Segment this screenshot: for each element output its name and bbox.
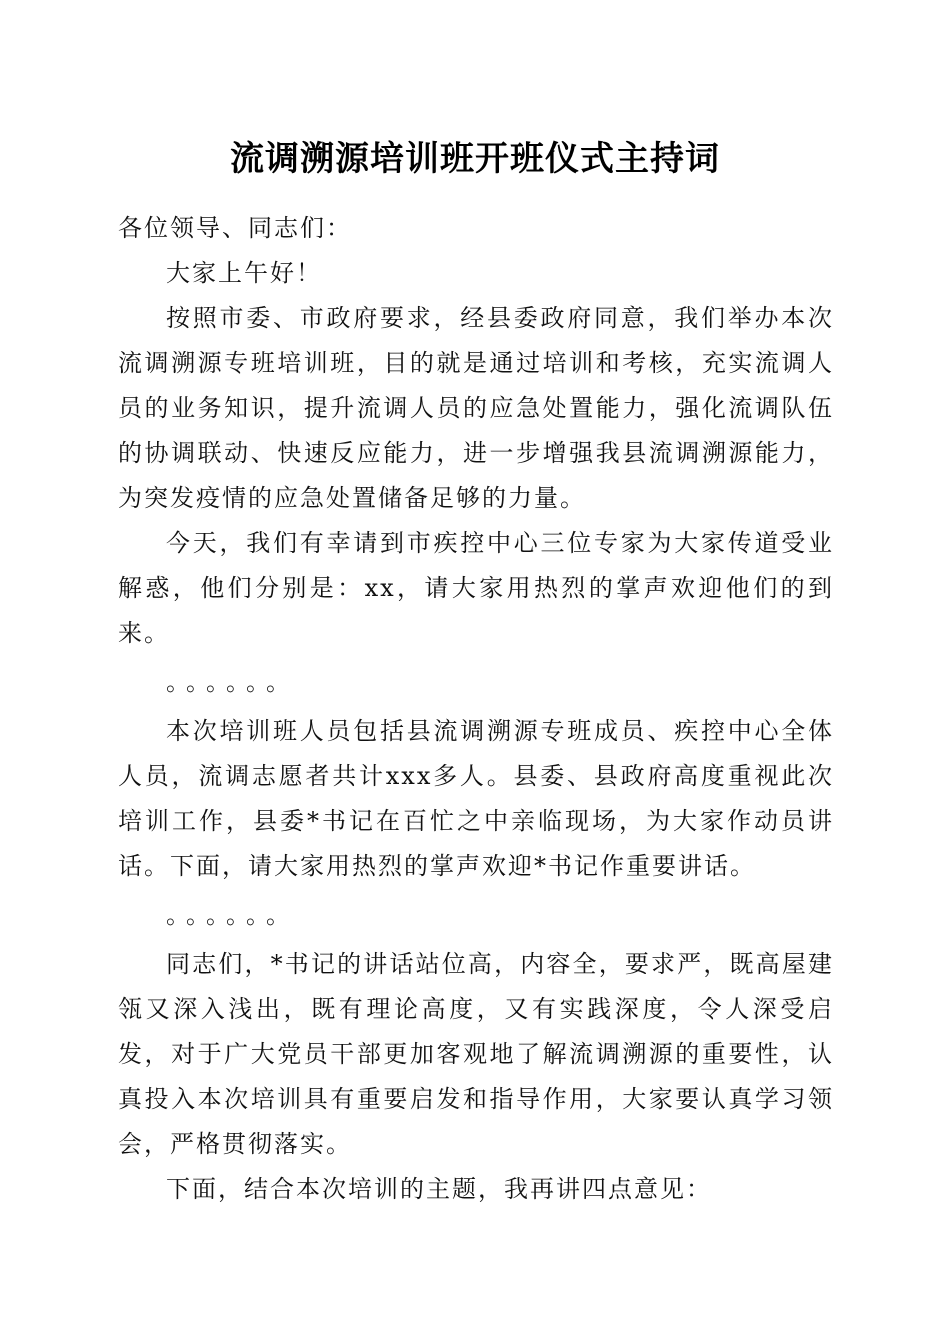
paragraph-participants: 本次培训班人员包括县流调溯源专班成员、疾控中心全体人员，流调志愿者共计xxx多人。县委、县政府高度重视此次培训工作，县委*书记在百忙之中亲临现场，为大家作动员讲话。下面，请大家用热烈的掌声欢迎*书记作重要讲话。 — [118, 717, 834, 880]
ellipsis-separator: 。。。。。。 — [166, 668, 298, 696]
document-title: 流调溯源培训班开班仪式主持词 — [230, 139, 720, 179]
ellipsis-separator: 。。。。。。 — [166, 901, 298, 929]
document-body — [118, 206, 834, 1212]
paragraph-transition: 下面，结合本次培训的主题，我再讲四点意见： — [166, 1175, 712, 1203]
paragraph-summary: 同志们，*书记的讲话站位高，内容全，要求严，既高屋建瓴又深入浅出，既有理论高度，又有实践深度，令人深受启发，对于广大党员干部更加客观地了解流调溯源的重要性，认真投入本次培训具有重要启发和指导作用，大家要认真学习领会，严格贯彻落实。 — [118, 950, 834, 1158]
paragraph-experts: 今天，我们有幸请到市疾控中心三位专家为大家传道受业解惑，他们分别是：xx，请大家用热烈的掌声欢迎他们的到来。 — [118, 529, 834, 647]
paragraph-purpose: 按照市委、市政府要求，经县委政府同意，我们举办本次流调溯源专班培训班，目的就是通过培训和考核，充实流调人员的业务知识，提升流调人员的应急处置能力，强化流调队伍的协调联动、快速反应能力，进一步增强我县流调溯源能力，为突发疫情的应急处置储备足够的力量。 — [118, 304, 834, 512]
paragraph-greeting: 大家上午好！ — [166, 259, 322, 287]
salutation: 各位领导、同志们： — [118, 214, 352, 242]
